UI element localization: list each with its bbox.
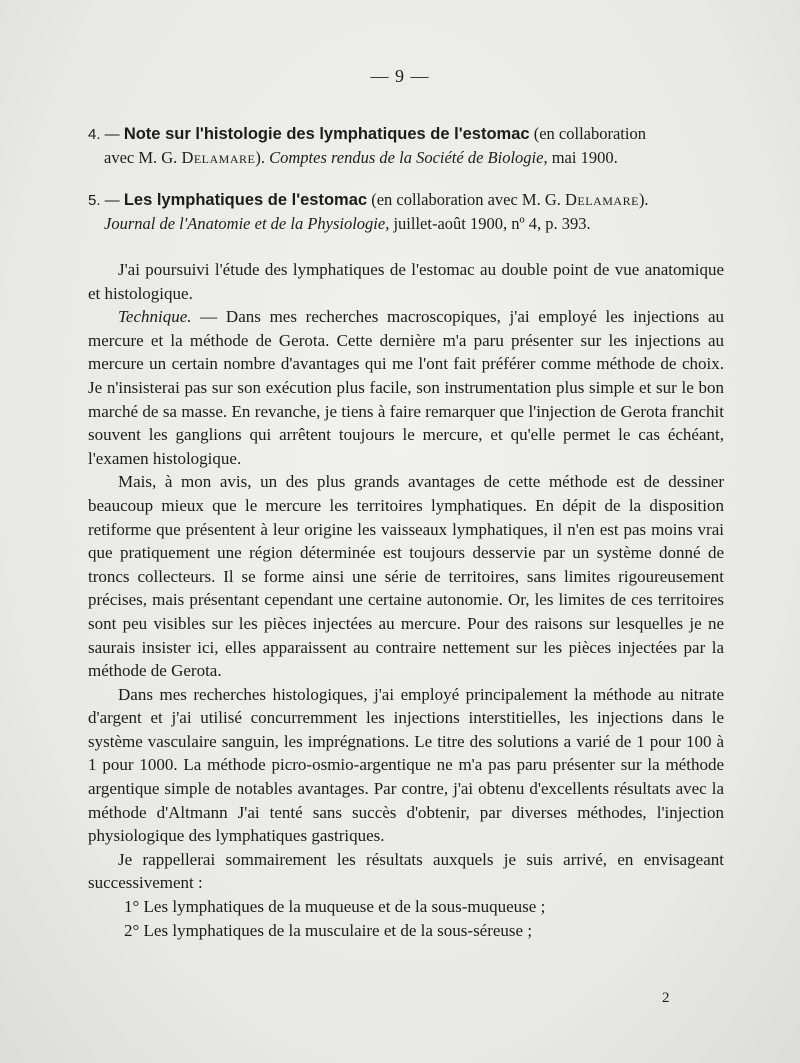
technique-text: — Dans mes recherches macroscopiques, j'ai employé les injections au mercure et la méthode de Gerota. Cette dernière m'a paru présenter sur les injections au mercure un certain nombre d'avantages qui me l'ont fait préférer comme méthode de choix. Je n'insisterai pas sur son exécution plus facile, son instrumentation plus simple et sur le bon marché de sa masse. En revanche, je tiens à faire remarquer que l'injection de Gerota franchit souvent les ganglions qui arrêtent toujours le mercure, et qu'elle permet le cas échéant, l'examen histologique. <box>88 307 724 468</box>
reference-title: Les lymphatiques de l'estomac <box>123 191 368 209</box>
list-item: 1° Les lymphatiques de la muqueuse et de la sous-muqueuse ; <box>124 897 546 917</box>
reference-citation <box>88 146 736 169</box>
citation-prefix: avec M. G. <box>104 148 182 167</box>
paragraph-histology: Dans mes recherches histologiques, j'ai employé principalement la méthode au nitrate d'argent et j'ai utilisé concurremment les injections interstitielles, les injections dans le système vasculaire sanguin, les imprégnations. Le titre des solutions a varié de 1 pour 100 à 1 pour 1000. La méthode picro-osmio-argentique ne m'a pas paru présenter sur la méthode argentique simple de notables avantages. Par contre, j'ai obtenu d'excellents résultats avec la méthode d'Altmann J'ai tenté sans succès d'obtenir, par diverses méthodes, l'injection physiologique des lymphatiques gastriques. <box>88 684 724 846</box>
reference-detail-suffix: ). <box>638 190 649 209</box>
paragraph-technique <box>88 305 724 470</box>
journal-name: Comptes rendus de la Société de Biologie <box>269 148 544 167</box>
results-list <box>88 895 724 942</box>
list-item: 2° Les lymphatiques de la musculaire et de la sous-séreuse ; <box>124 920 533 940</box>
paragraph-results: Je rappellerai sommairement les résultats auxquels je suis arrivé, en envisageant successivement : <box>88 849 724 893</box>
reference-title: Note sur l'histologie des lymphatiques de l'estomac <box>123 125 530 143</box>
technique-label: Technique. <box>118 307 192 327</box>
citation-date: , juillet-août 1900, nº 4, p. 393. <box>385 214 591 233</box>
journal-name: Journal de l'Anatomie et de la Physiologie <box>104 214 386 233</box>
reference-citation <box>88 212 736 235</box>
reference-4 <box>88 122 736 169</box>
reference-detail-prefix: (en collaboration avec M. G. <box>367 190 566 209</box>
paragraph-advantages: Mais, à mon avis, un des plus grands avantages de cette méthode est de dessiner beaucoup mieux que le mercure les territoires lymphatiques. En dépit de la disposition retiforme que présentent à leur origine les vaisseaux lymphatiques, il n'en est pas moins vrai que pratiquement une région déterminée est toujours desservie par un système donné de troncs collecteurs. Il se forme ainsi une série de territoires, sans limites rigoureusement précises, mais présentant cependant une certaine autonomie. Or, les limites de ces territoires sont peu visibles sur les pièces injectées au mercure. Pour des raisons sur lesquelles je ne saurais insister ici, elles apparaissent au contraire nettement sur les pièces injectées par la méthode de Gerota. <box>88 472 724 681</box>
reference-number: 5. — <box>88 192 120 209</box>
paragraph-intro: J'ai poursuivi l'étude des lymphatiques de l'estomac au double point de vue anatomique et histologique. <box>88 260 724 303</box>
author-name: Delamare <box>565 190 639 209</box>
reference-detail: (en collaboration <box>529 124 646 143</box>
citation-date: , mai 1900. <box>543 148 618 167</box>
reference-number: 4. — <box>88 126 120 143</box>
author-name: Delamare <box>181 148 256 167</box>
reference-5 <box>88 188 736 235</box>
signature-mark: 2 <box>662 990 670 1006</box>
page-number: — 9 — <box>370 66 430 86</box>
citation-sep: ). <box>255 148 270 167</box>
body-text <box>88 258 724 942</box>
